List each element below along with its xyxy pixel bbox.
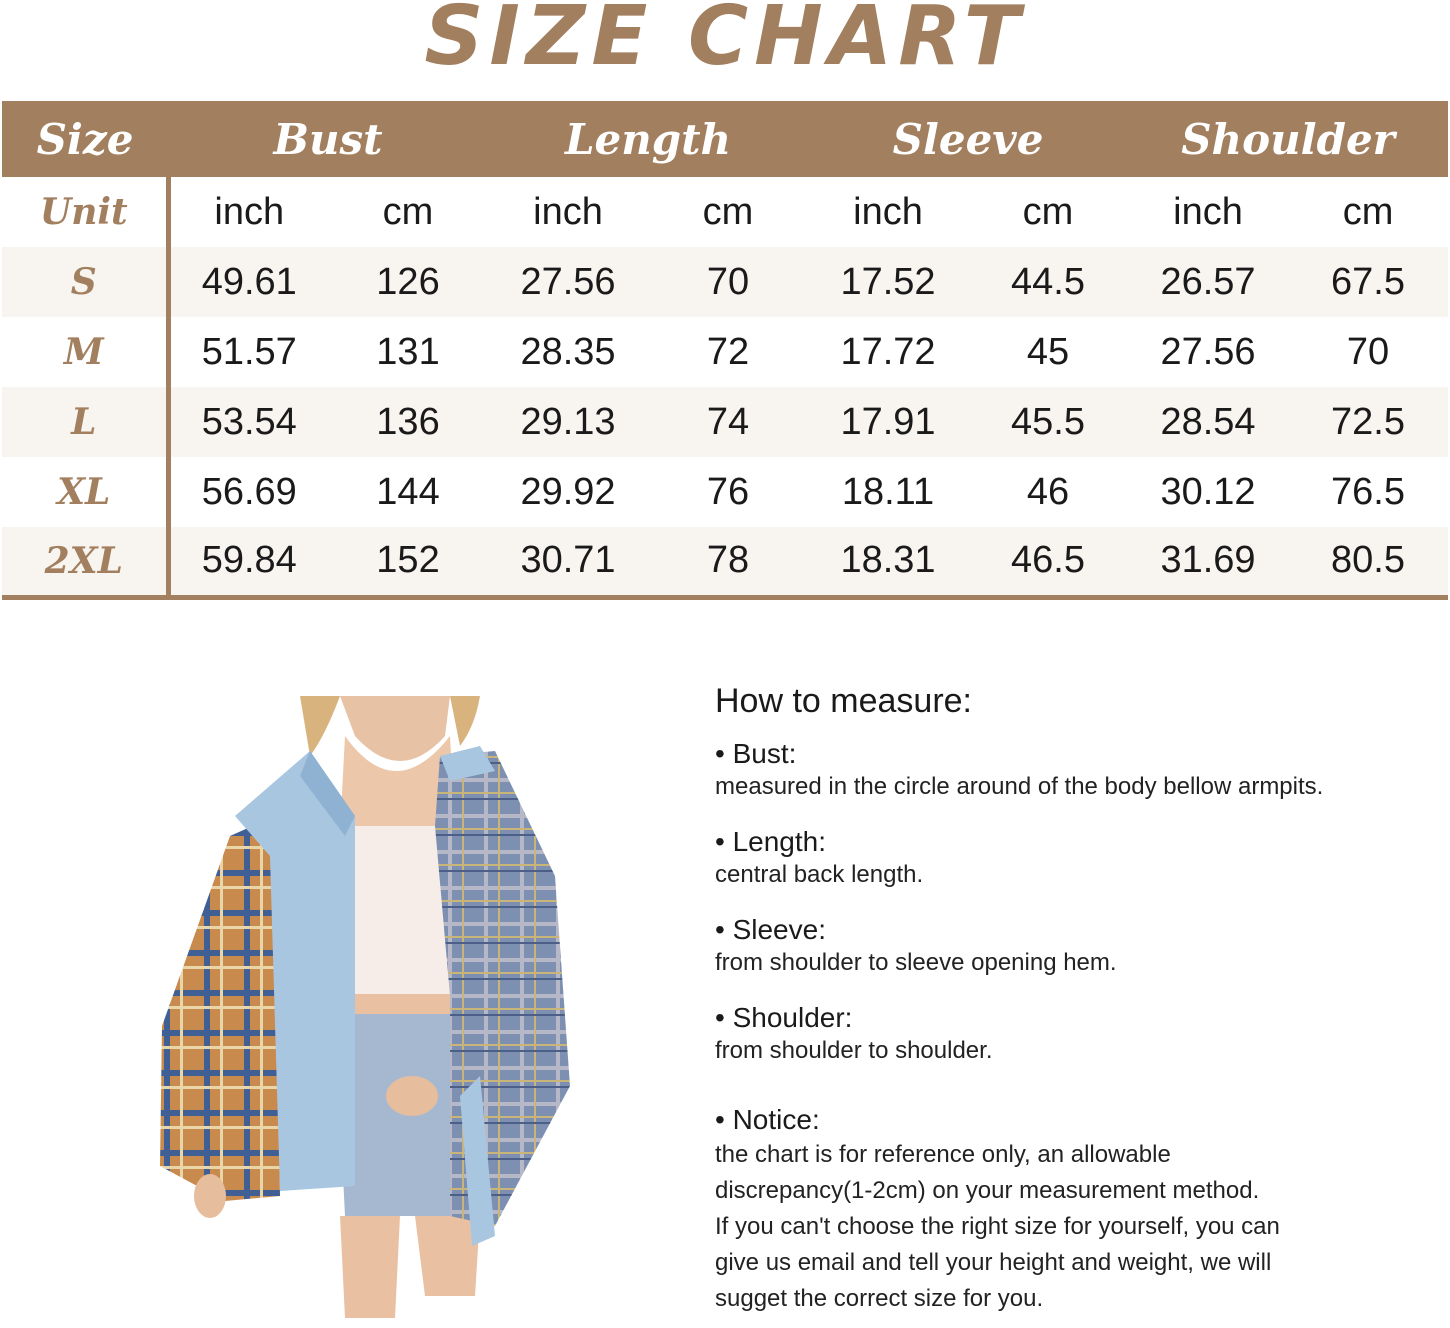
table-cell: 29.92 <box>488 457 648 527</box>
table-cell: 17.72 <box>808 317 968 387</box>
how-to-measure-section <box>715 682 1435 1328</box>
table-cell: 46.5 <box>968 527 1128 597</box>
size-label: S <box>2 247 168 317</box>
table-cell: 29.13 <box>488 387 648 457</box>
table-cell: 27.56 <box>488 247 648 317</box>
table-cell: 67.5 <box>1288 247 1448 317</box>
table-row-2xl <box>2 527 1448 597</box>
header-sleeve: Sleeve <box>808 101 1128 177</box>
unit-cell: cm <box>968 177 1128 247</box>
table-cell: 17.52 <box>808 247 968 317</box>
table-cell: 76.5 <box>1288 457 1448 527</box>
header-shoulder: Shoulder <box>1128 101 1448 177</box>
measure-item-shoulder <box>715 1001 1435 1067</box>
measure-description: from shoulder to shoulder. <box>715 1037 993 1064</box>
table-cell: 28.54 <box>1128 387 1288 457</box>
unit-cell: cm <box>1288 177 1448 247</box>
table-cell: 51.57 <box>168 317 328 387</box>
header-size: Size <box>2 101 168 177</box>
size-label: XL <box>2 457 168 527</box>
size-label: 2XL <box>2 527 168 597</box>
table-row-s <box>2 247 1448 317</box>
table-cell: 49.61 <box>168 247 328 317</box>
table-cell: 131 <box>328 317 488 387</box>
unit-cell: cm <box>648 177 808 247</box>
unit-row <box>2 177 1448 247</box>
unit-cell: inch <box>488 177 648 247</box>
table-cell: 45 <box>968 317 1128 387</box>
table-cell: 72 <box>648 317 808 387</box>
table-cell: 136 <box>328 387 488 457</box>
measure-heading: How to measure: <box>715 682 972 720</box>
table-header-row <box>2 101 1448 177</box>
table-cell: 74 <box>648 387 808 457</box>
notice-line: give us email and tell your height and weight, we will <box>715 1249 1272 1276</box>
table-cell: 59.84 <box>168 527 328 597</box>
table-cell: 78 <box>648 527 808 597</box>
table-cell: 70 <box>1288 317 1448 387</box>
table-cell: 28.35 <box>488 317 648 387</box>
model-wearing-shirt-image <box>150 696 570 1318</box>
notice-line: the chart is for reference only, an allowable <box>715 1141 1171 1168</box>
notice-line: sugget the correct size for you. <box>715 1285 1044 1312</box>
unit-cell: inch <box>808 177 968 247</box>
table-cell: 31.69 <box>1128 527 1288 597</box>
table-cell: 144 <box>328 457 488 527</box>
notice-line: discrepancy(1-2cm) on your measurement method. <box>715 1177 1260 1204</box>
measure-item-length <box>715 825 1435 891</box>
measure-description: central back length. <box>715 861 924 888</box>
table-cell: 26.57 <box>1128 247 1288 317</box>
table-row-xl <box>2 457 1448 527</box>
measure-item-sleeve <box>715 913 1435 979</box>
table-cell: 30.71 <box>488 527 648 597</box>
measure-label: • Shoulder: <box>715 1002 853 1033</box>
unit-cell: inch <box>168 177 328 247</box>
notice-line: If you can't choose the right size for yourself, you can <box>715 1213 1280 1240</box>
measure-label: • Sleeve: <box>715 914 826 945</box>
measure-label: • Bust: <box>715 738 797 769</box>
product-photo <box>150 696 570 1318</box>
unit-label: Unit <box>2 177 168 247</box>
size-chart-table <box>2 101 1448 600</box>
table-cell: 45.5 <box>968 387 1128 457</box>
measure-description: from shoulder to sleeve opening hem. <box>715 949 1117 976</box>
notice-section <box>715 1103 1435 1317</box>
header-bust: Bust <box>168 101 488 177</box>
size-label: L <box>2 387 168 457</box>
table-cell: 53.54 <box>168 387 328 457</box>
table-cell: 80.5 <box>1288 527 1448 597</box>
table-cell: 30.12 <box>1128 457 1288 527</box>
table-cell: 152 <box>328 527 488 597</box>
unit-cell: inch <box>1128 177 1288 247</box>
table-cell: 17.91 <box>808 387 968 457</box>
table-cell: 76 <box>648 457 808 527</box>
header-length: Length <box>488 101 808 177</box>
table-cell: 56.69 <box>168 457 328 527</box>
table-row-l <box>2 387 1448 457</box>
table-cell: 44.5 <box>968 247 1128 317</box>
table-cell: 18.11 <box>808 457 968 527</box>
table-cell: 18.31 <box>808 527 968 597</box>
size-label: M <box>2 317 168 387</box>
table-cell: 46 <box>968 457 1128 527</box>
page-title: SIZE CHART <box>424 0 1026 84</box>
table-cell: 126 <box>328 247 488 317</box>
unit-cell: cm <box>328 177 488 247</box>
measure-label: • Length: <box>715 826 827 857</box>
table-cell: 72.5 <box>1288 387 1448 457</box>
notice-label: • Notice: <box>715 1104 820 1135</box>
table-cell: 70 <box>648 247 808 317</box>
table-row-m <box>2 317 1448 387</box>
table-cell: 27.56 <box>1128 317 1288 387</box>
measure-description: measured in the circle around of the body bellow armpits. <box>715 773 1324 800</box>
measure-item-bust <box>715 737 1435 803</box>
